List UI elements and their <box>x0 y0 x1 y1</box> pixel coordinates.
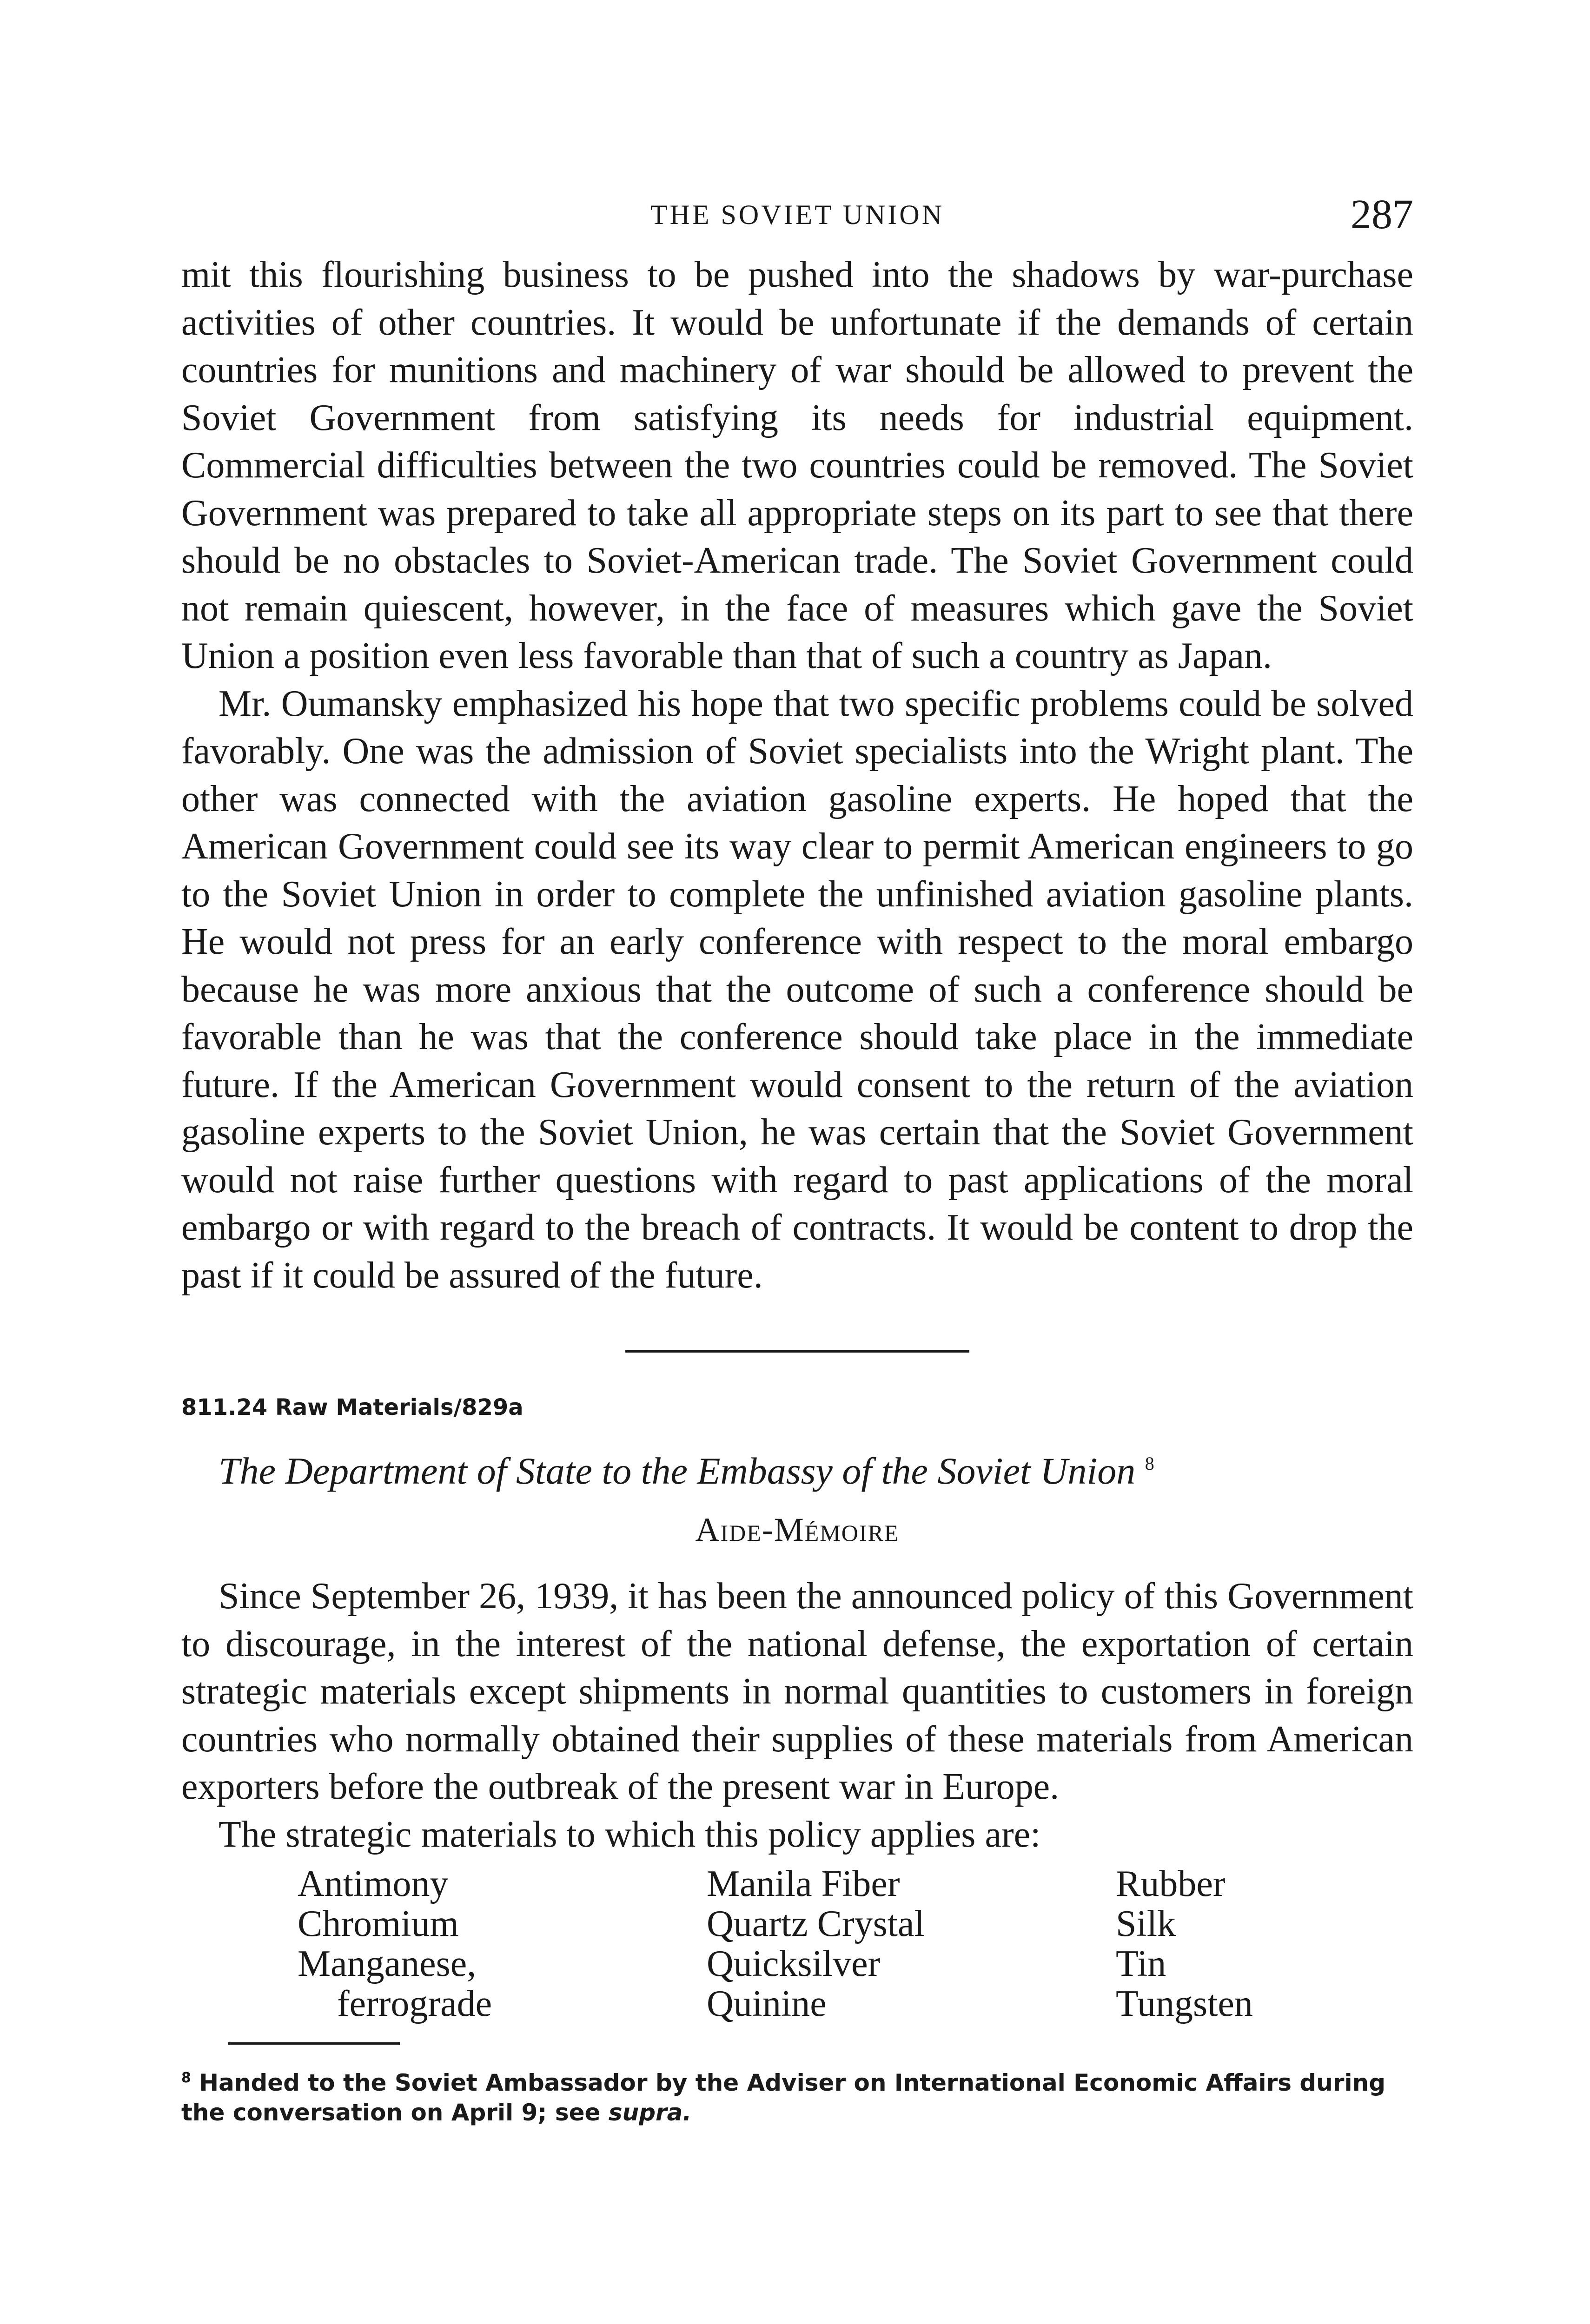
materials-list <box>298 1864 1413 2024</box>
footnote-text: Handed to the Soviet Ambassador by the Adviser on International Economic Affairs during the conversation on April 9; see <box>181 2069 1386 2126</box>
document-paragraph-1: Since September 26, 1939, it has been the announced policy of this Government to discourage, in the interest of the national defense, the exportation of certain strategic materials except shipments in normal quantities to customers in foreign countries who normally obtained their supplies of these materials from American exporters before the outbreak of the present war in Europe. <box>181 1576 1413 1807</box>
footnote-marker: 8 <box>181 2070 191 2086</box>
material-item: Quinine <box>707 1983 827 2024</box>
running-title: THE SOVIET UNION <box>650 199 945 230</box>
material-item: Quicksilver <box>707 1943 881 1984</box>
material-item: Manila Fiber <box>707 1863 900 1904</box>
document-title-text: The Department of State to the Embassy of the Soviet Union <box>219 1450 1136 1492</box>
page-number: 287 <box>1351 191 1413 238</box>
material-item: Rubber <box>1116 1863 1226 1904</box>
material-item: Silk <box>1116 1903 1176 1944</box>
materials-column-2 <box>707 1864 1116 2024</box>
material-item: Manganese, <box>298 1943 477 1984</box>
material-item: Tungsten <box>1116 1983 1253 2024</box>
material-item: Antimony <box>298 1863 449 1904</box>
footnote <box>181 2063 1413 2127</box>
file-reference: 811.24 Raw Materials/829a <box>181 1394 523 1420</box>
document-title <box>219 1438 1413 1497</box>
document-subtitle: Aide-Mémoire <box>695 1511 900 1548</box>
body-paragraph-1: mit this flourishing business to be pushed into the shadows by war-purchase activities of other countries. It would be unfortunate if the demands of certain countries for munitions and machinery of war should be allowed to prevent the Soviet Government from satisfying its needs for industrial equipment. Commercial difficulties between the two countries could be removed. The Soviet Government was prepared to take all appropriate steps on its part to see that there should be no obstacles to Soviet-American trade. The Soviet Government could not remain quiescent, however, in the face of measures which gave the Soviet Union a position even less favorable than that of such a country as Japan. <box>181 254 1413 676</box>
material-item: Tin <box>1116 1943 1166 1984</box>
body-paragraph-2: Mr. Oumansky emphasized his hope that two specific problems could be solved favorably. One was the admission of Soviet specialists into the Wright plant. The other was connected with the aviation gasoline experts. He hoped that the American Government could see its way clear to permit American engineers to go to the Soviet Union in order to complete the unfinished aviation gasoline plants. He would not press for an early conference with respect to the moral embargo because he was more anxious that the outcome of such a conference should be favorable than he was that the conference should take place in the immediate future. If the American Government would consent to the return of the aviation gasoline experts to the Soviet Union, he was certain that the Soviet Government would not raise further questions with regard to past applications of the moral embargo or with regard to the breach of contracts. It would be content to drop the past if it could be assured of the future. <box>181 683 1413 1296</box>
footnote-divider <box>228 2042 400 2045</box>
footnote-emphasis: supra. <box>608 2099 692 2126</box>
document-paragraph-2: The strategic materials to which this policy applies are: <box>219 1814 1041 1855</box>
running-header <box>181 191 1413 246</box>
material-item: ferrograde <box>337 1983 492 2024</box>
title-footnote-marker: 8 <box>1145 1453 1154 1474</box>
materials-column-3 <box>1116 1864 1395 2024</box>
material-item: Chromium <box>298 1903 459 1944</box>
section-divider <box>625 1350 969 1353</box>
material-item: Quartz Crystal <box>707 1903 925 1944</box>
materials-column-1 <box>298 1864 707 2024</box>
document-page <box>181 191 1413 2127</box>
